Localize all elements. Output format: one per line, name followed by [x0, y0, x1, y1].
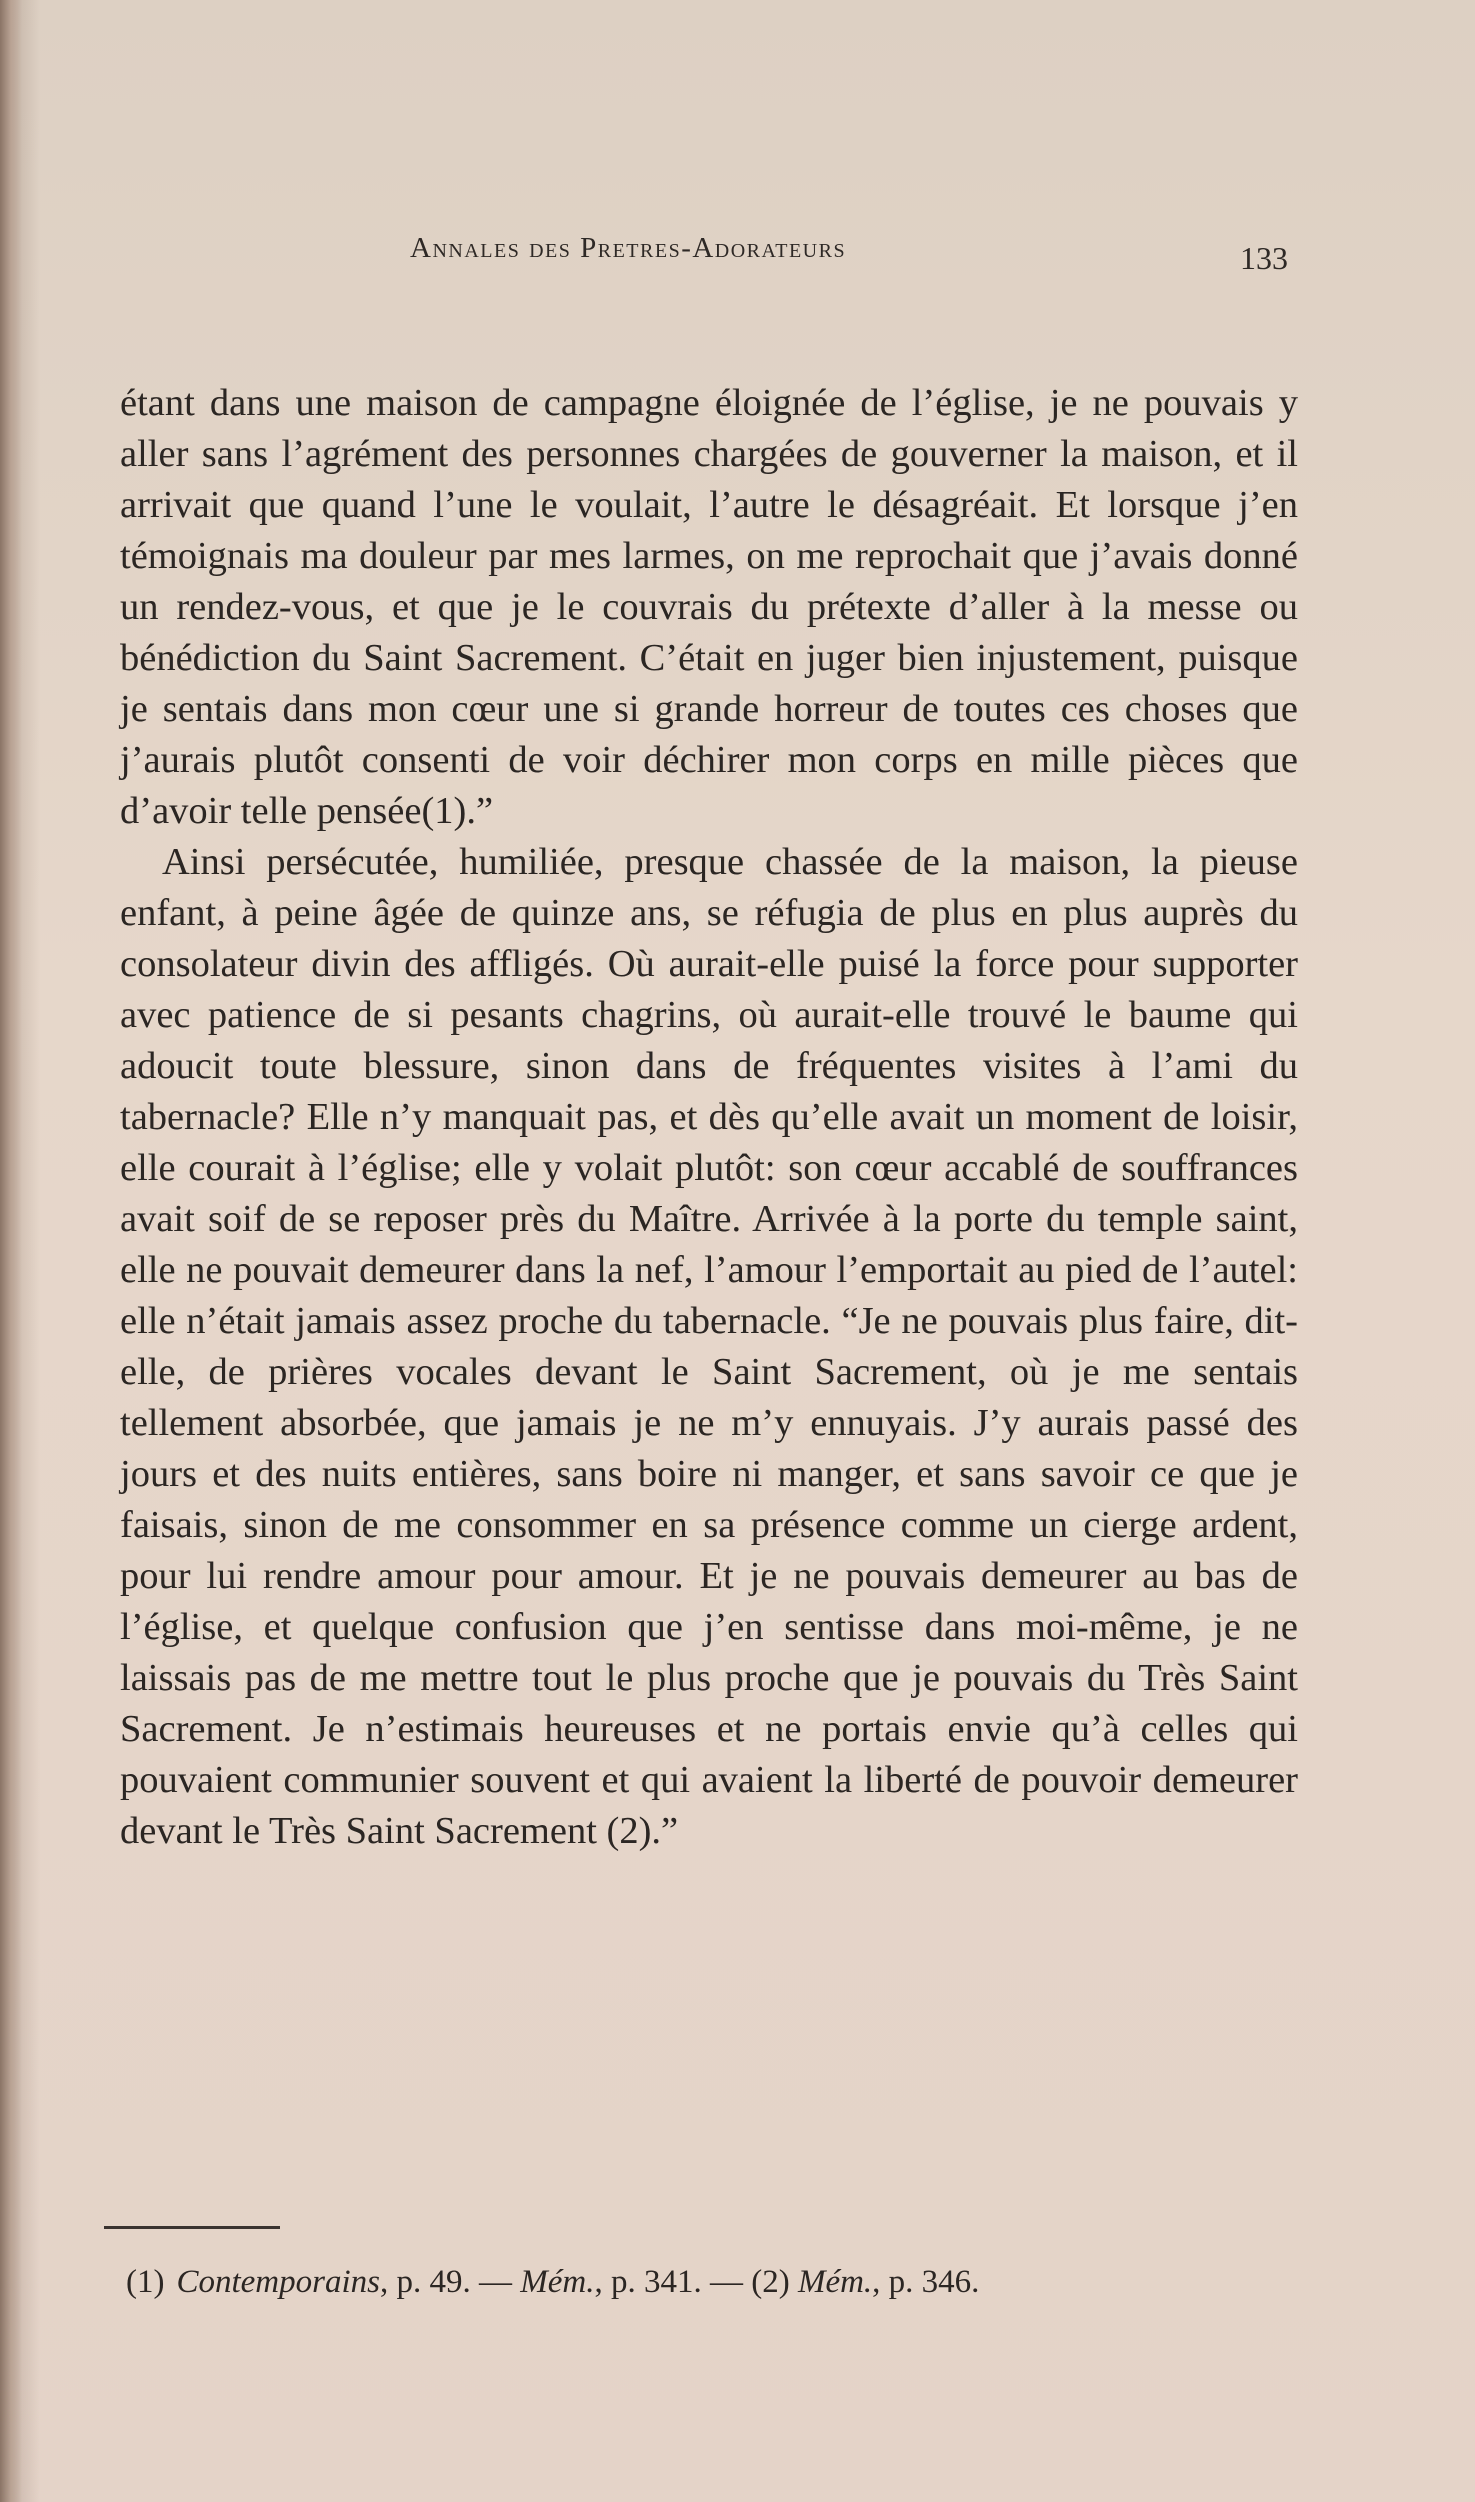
footnote-ref-2: , p. 341. — (2) — [594, 2264, 798, 2300]
footnote-ref-3: , p. 346. — [872, 2264, 980, 2300]
paragraph-2: Ainsi persécutée, humiliée, presque chassée de la maison, la pieuse enfant, à peine âgée de quinze ans, se réfugia de plus en plus auprès du consolateur divin des affligés. Où aurait-elle puisé la force pour supporter avec patience de si pesants chagrins, où aurait-elle trouvé le baume qui adoucit toute blessure, sinon dans de fréquentes visites à l’ami du tabernacle? Elle n’y manquait pas, et dès qu’elle avait un moment de loisir, elle courait à l’église; elle y volait plutôt: son cœur accablé de souffrances avait soif de se reposer près du Maître. Arrivée à la porte du temple saint, elle ne pouvait demeurer dans la nef, l’amour l’emportait au pied de l’autel: elle n’était jamais assez proche du tabernacle. “Je ne pouvais plus faire, dit-elle, de prières vocales devant le Saint Sacrement, où je me sentais tellement absorbée, que jamais je ne m’y ennuyais. J’y aurais passé des jours et des nuits entières, sans boire ni manger, et sans savoir ce que je faisais, sinon de me consommer en sa présence comme un cierge ardent, pour lui rendre amour pour amour. Et je ne pouvais demeurer au bas de l’église, et quelque confusion que j’en sentisse dans moi-même, je ne laissais pas de me mettre tout le plus proche que je pouvais du Très Saint Sacrement. Je n’estimais heureuses et ne portais envie qu’à celles qui pouvaient communier souvent et qui avaient la liberté de pouvoir demeurer devant le Très Saint Sacrement (2).” — [120, 841, 1298, 1852]
footnotes — [126, 2264, 1286, 2301]
footnote-mark-1: (1) — [126, 2264, 165, 2300]
footnote-work-contemporains: Contemporains — [176, 2264, 380, 2300]
footnote-divider — [104, 2226, 280, 2229]
footnote-work-mem-1: Mém. — [520, 2264, 595, 2300]
page-binding-shadow — [0, 0, 22, 2502]
footnote-work-mem-2: Mém. — [797, 2264, 873, 2300]
body-text — [120, 378, 1298, 1857]
running-header: Annales des Pretres-Adorateurs — [410, 232, 847, 264]
page-number: 133 — [1240, 240, 1288, 276]
paragraph-1: étant dans une maison de campagne éloignée de l’église, je ne pouvais y aller sans l’agrément des personnes chargées de gouverner la maison, et il arrivait que quand l’une le voulait, l’autre le désagréait. Et lorsque j’en témoignais ma douleur par mes larmes, on me reprochait que j’avais donné un rendez-vous, et que je le couvrais du prétexte d’aller à la messe ou bénédiction du Saint Sacrement. C’était en juger bien injustement, puisque je sentais dans mon cœur une si grande horreur de toutes ces choses que j’aurais plutôt consenti de voir déchirer mon corps en mille pièces que d’avoir telle pensée(1).” — [120, 382, 1298, 832]
footnote-ref-1: , p. 49. — — [380, 2264, 521, 2300]
